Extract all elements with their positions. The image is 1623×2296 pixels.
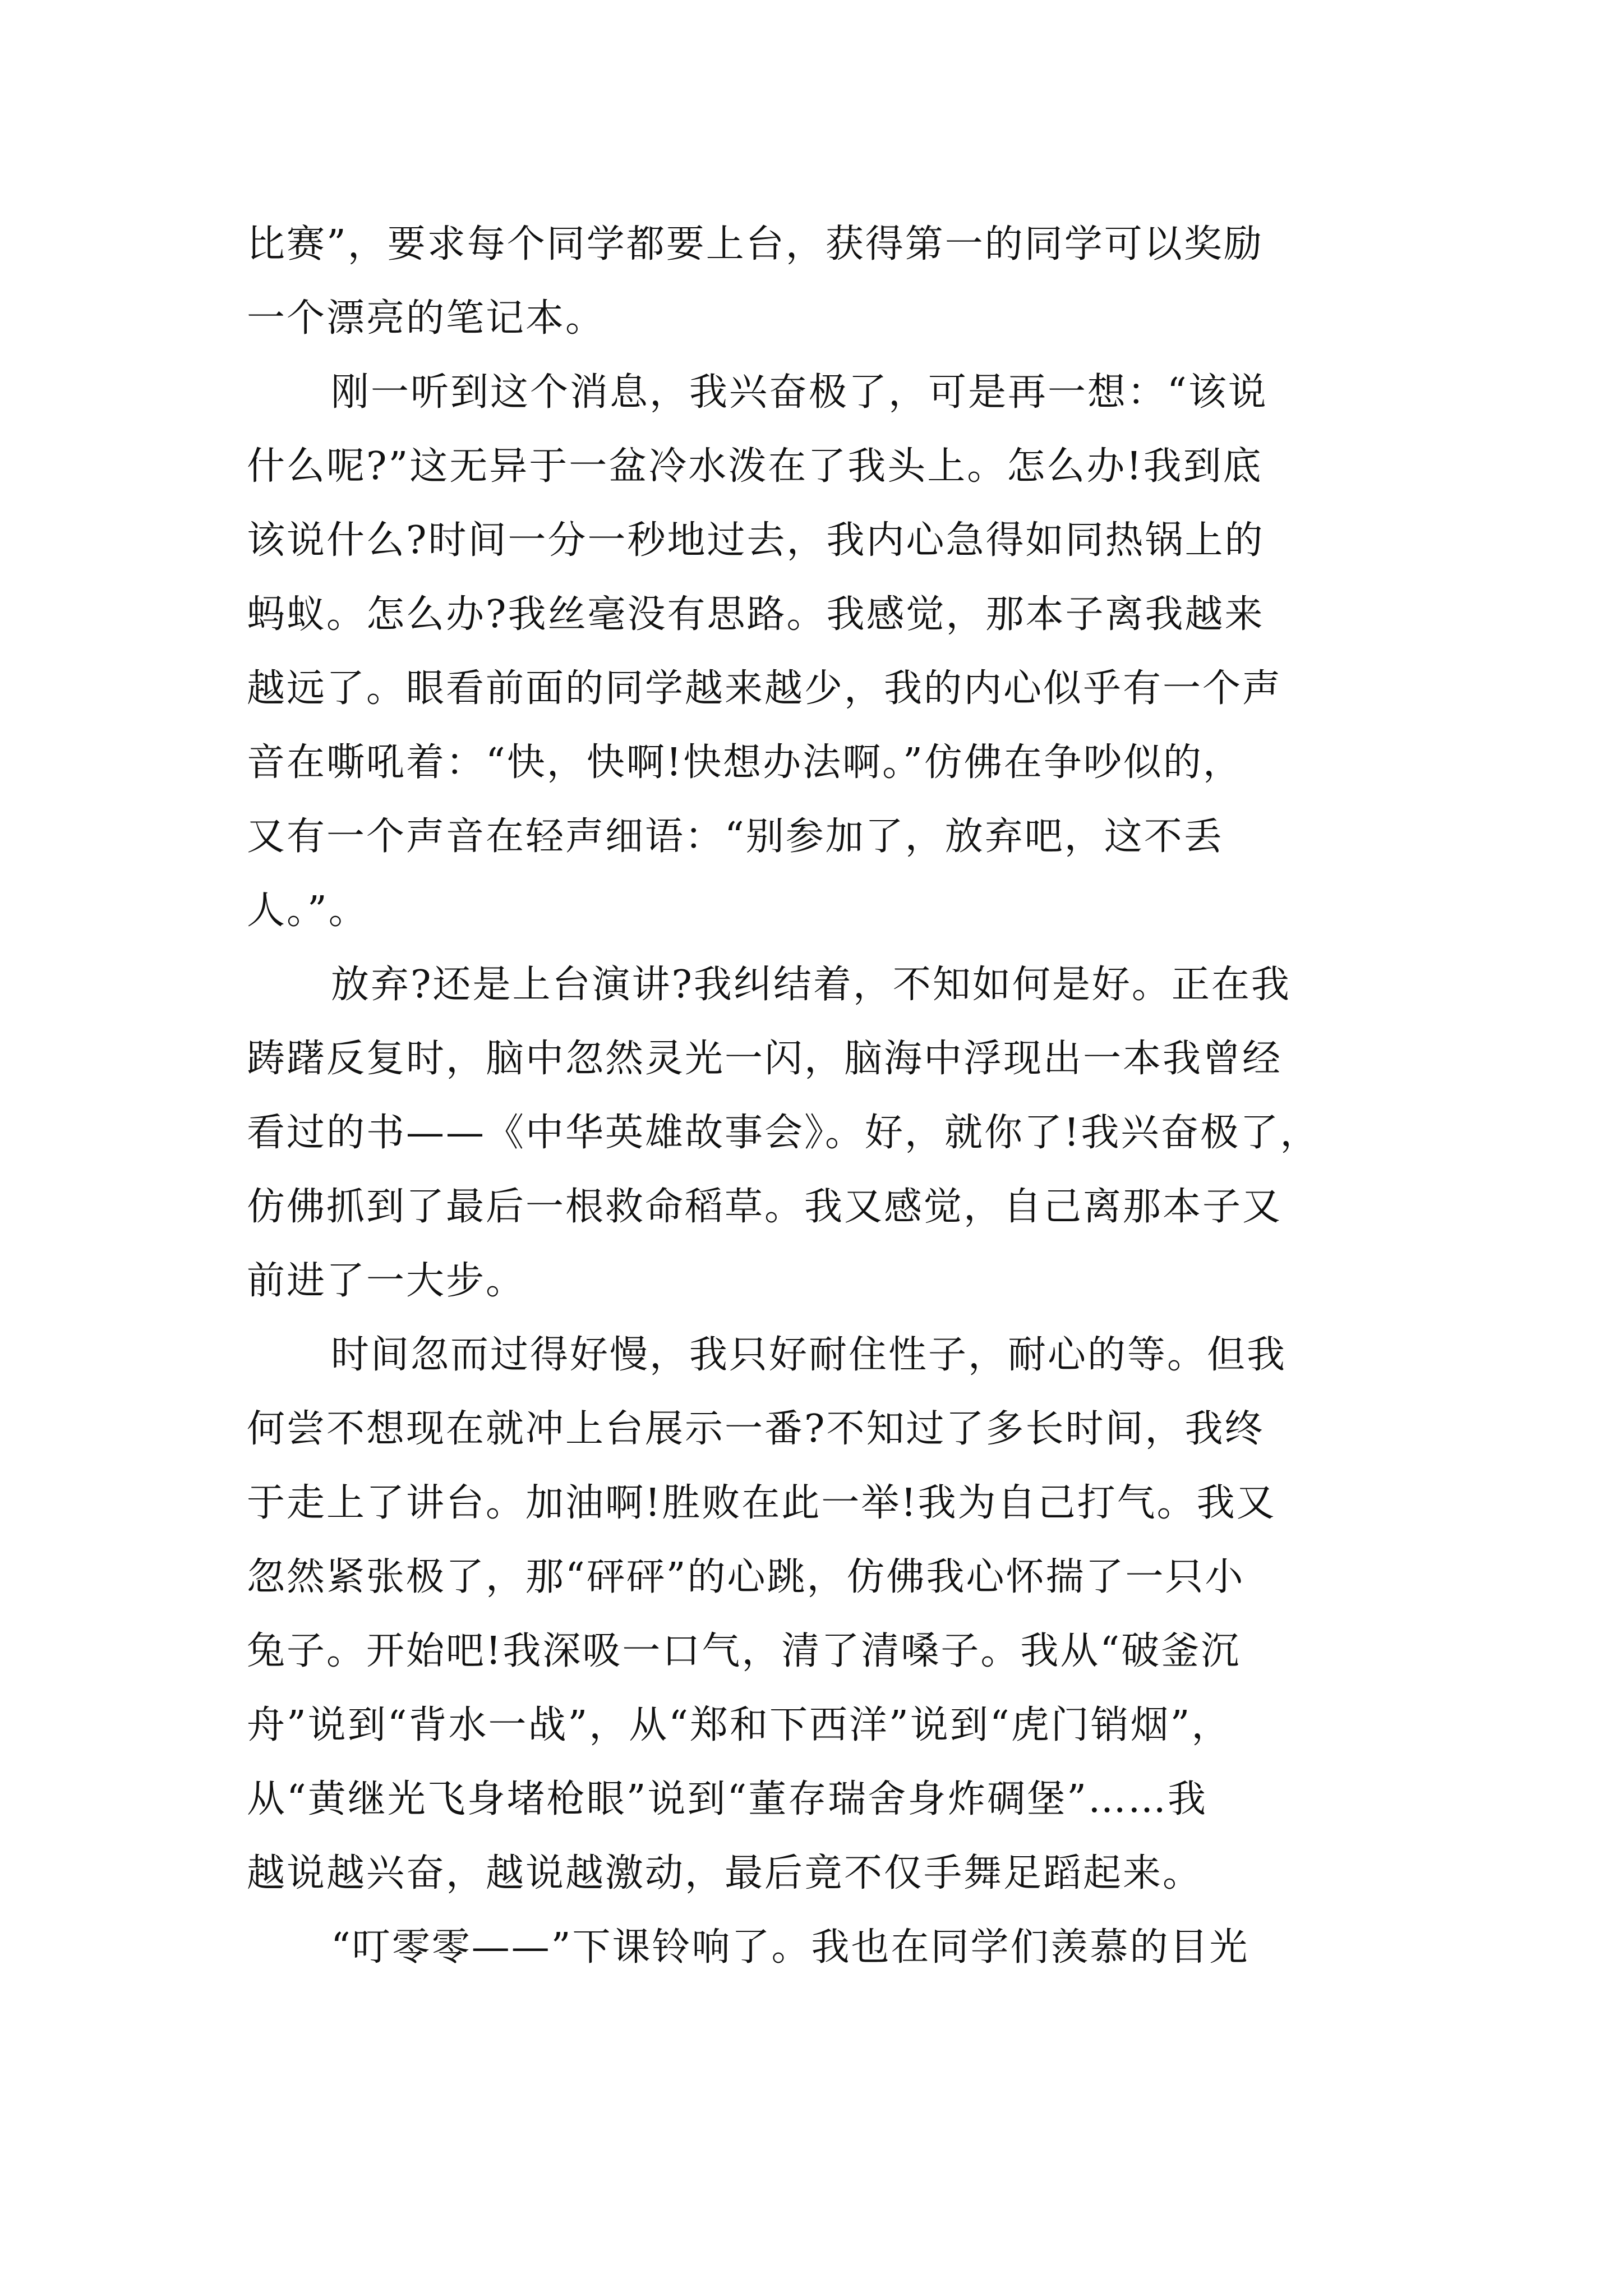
text-line: 越远了。眼看前面的同学越来越少，我的内心似乎有一个声 bbox=[247, 666, 1283, 711]
text-line: 踌躇反复时，脑中忽然灵光一闪，脑海中浮现出一本我曾经 bbox=[247, 1037, 1283, 1081]
text-line: 音在嘶吼着：“快，快啊!快想办法啊。”仿佛在争吵似的， bbox=[247, 740, 1243, 785]
text-line: 什么呢?”这无异于一盆冷水泼在了我头上。怎么办!我到底 bbox=[247, 444, 1263, 489]
body-text bbox=[247, 208, 1424, 1985]
text-line: 于走上了讲台。加油啊!胜败在此一举!我为自己打气。我又 bbox=[247, 1481, 1276, 1525]
text-line: 舟”说到“背水一战”，从“郑和下西洋”说到“虎门销烟”， bbox=[247, 1703, 1232, 1747]
text-line: 又有一个声音在轻声细语：“别参加了，放弃吧，这不丢 bbox=[247, 815, 1224, 859]
text-line: 看过的书——《中华英雄故事会》。好，就你了!我兴奋极了， bbox=[247, 1111, 1320, 1155]
text-line: 该说什么?时间一分一秒地过去，我内心急得如同热锅上的 bbox=[247, 518, 1265, 563]
text-line: 比赛”，要求每个同学都要上台，获得第一的同学可以奖励 bbox=[247, 222, 1264, 266]
text-line: 忽然紧张极了，那“砰砰”的心跳，仿佛我心怀揣了一只小 bbox=[247, 1555, 1245, 1599]
text-line: 何尝不想现在就冲上台展示一番?不知过了多长时间，我终 bbox=[247, 1407, 1265, 1451]
text-line: “叮零零——”下课铃响了。我也在同学们羡慕的目光 bbox=[331, 1925, 1249, 1970]
text-line: 前进了一大步。 bbox=[247, 1259, 526, 1303]
text-line: 放弃?还是上台演讲?我纠结着，不知如何是好。正在我 bbox=[331, 963, 1291, 1007]
text-line: 从“黄继光飞身堵枪眼”说到“董存瑞舍身炸碉堡”……我 bbox=[247, 1777, 1208, 1821]
text-line: 仿佛抓到了最后一根救命稻草。我又感觉，自己离那本子又 bbox=[247, 1185, 1283, 1229]
text-line: 一个漂亮的笔记本。 bbox=[247, 296, 606, 341]
text-line: 蚂蚁。怎么办?我丝毫没有思路。我感觉，那本子离我越来 bbox=[247, 592, 1265, 637]
text-line: 时间忽而过得好慢，我只好耐住性子，耐心的等。但我 bbox=[331, 1333, 1287, 1377]
text-line: 人。”。 bbox=[247, 889, 368, 933]
text-line: 刚一听到这个消息，我兴奋极了，可是再一想：“该说 bbox=[331, 370, 1268, 415]
text-line: 兔子。开始吧!我深吸一口气，清了清嗓子。我从“破釜沉 bbox=[247, 1629, 1241, 1673]
text-line: 越说越兴奋，越说越激动，最后竟不仅手舞足蹈起来。 bbox=[247, 1851, 1203, 1895]
